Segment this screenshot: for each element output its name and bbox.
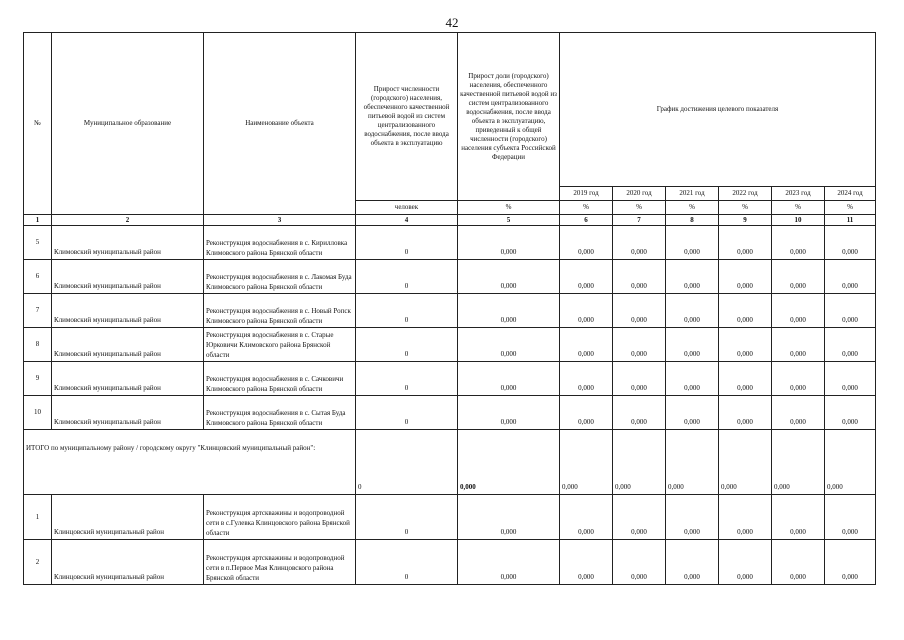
year-value-cell: 0,000 (613, 226, 666, 260)
year-value-cell: 0,000 (825, 540, 876, 585)
year-value-cell: 0,000 (666, 362, 719, 396)
unit-percent: % (772, 201, 825, 215)
year-value-cell: 0,000 (772, 396, 825, 430)
municipality-cell: Климовский муниципальный район (52, 328, 204, 362)
table-row (24, 226, 876, 260)
municipality-cell: Клинцовский муниципальный район (52, 495, 204, 540)
share-growth-cell: 0,000 (458, 260, 560, 294)
year-value-cell: 0,000 (825, 260, 876, 294)
row-number: 8 (24, 328, 52, 362)
year-value-cell: 0,000 (825, 495, 876, 540)
object-cell: Реконструкция водоснабжения в с. Сачковичи Климовского района Брянской области (204, 362, 356, 396)
object-cell: Реконструкция водоснабжения в с. Старые Юрковичи Климовского района Брянской области (204, 328, 356, 362)
population-growth-cell: 0 (356, 328, 458, 362)
population-growth-cell: 0 (356, 396, 458, 430)
table-row (24, 540, 876, 585)
year-value-cell: 0,000 (560, 328, 613, 362)
table-row (24, 328, 876, 362)
row-number: 6 (24, 260, 52, 294)
total-year-value: 0,000 (613, 430, 666, 495)
year-value-cell: 0,000 (613, 328, 666, 362)
column-number: 6 (560, 215, 613, 226)
total-year-value: 0,000 (560, 430, 613, 495)
population-growth-cell: 0 (356, 495, 458, 540)
year-value-cell: 0,000 (772, 540, 825, 585)
object-cell: Реконструкция водоснабжения в с. Лакомая Буда Климовского района Брянской области (204, 260, 356, 294)
year-value-cell: 0,000 (666, 328, 719, 362)
year-value-cell: 0,000 (613, 540, 666, 585)
municipality-cell: Климовский муниципальный район (52, 260, 204, 294)
municipality-cell: Климовский муниципальный район (52, 294, 204, 328)
column-number: 7 (613, 215, 666, 226)
header-object: Наименование объекта (204, 33, 356, 215)
total-share-growth: 0,000 (458, 430, 560, 495)
column-number: 4 (356, 215, 458, 226)
year-value-cell: 0,000 (613, 260, 666, 294)
year-value-cell: 0,000 (772, 294, 825, 328)
unit-percent: % (613, 201, 666, 215)
table-row (24, 260, 876, 294)
object-cell: Реконструкция водоснабжения в с. Кирилловка Климовского района Брянской области (204, 226, 356, 260)
share-growth-cell: 0,000 (458, 362, 560, 396)
unit-people: человек (356, 201, 458, 215)
year-value-cell: 0,000 (719, 495, 772, 540)
year-value-cell: 0,000 (560, 294, 613, 328)
year-value-cell: 0,000 (825, 396, 876, 430)
table-header (24, 33, 876, 215)
population-growth-cell: 0 (356, 294, 458, 328)
year-header: 2019 год (560, 187, 613, 201)
object-cell: Реконструкция артскважины и водопроводной сети в п.Первое Мая Клинцовского района Брянской области (204, 540, 356, 585)
year-value-cell: 0,000 (560, 540, 613, 585)
population-growth-cell: 0 (356, 260, 458, 294)
table-row (24, 362, 876, 396)
year-value-cell: 0,000 (719, 396, 772, 430)
year-value-cell: 0,000 (772, 495, 825, 540)
year-header: 2023 год (772, 187, 825, 201)
unit-percent: % (666, 201, 719, 215)
column-number-row (24, 215, 876, 226)
total-label: ИТОГО по муниципальному району / городскому округу "Клинцовский муниципальный район": (24, 430, 356, 495)
municipality-cell: Климовский муниципальный район (52, 396, 204, 430)
row-number: 2 (24, 540, 52, 585)
row-number: 5 (24, 226, 52, 260)
header-schedule: График достижения целевого показателя (560, 33, 876, 187)
municipality-cell: Климовский муниципальный район (52, 362, 204, 396)
unit-percent: % (825, 201, 876, 215)
header-growth-population: Прирост численности (городского) населения, обеспеченного качественной питьевой водой из систем централизованного водоснабжения, после ввода объекта в эксплуатацию (356, 33, 458, 201)
share-growth-cell: 0,000 (458, 294, 560, 328)
year-value-cell: 0,000 (719, 540, 772, 585)
year-value-cell: 0,000 (825, 328, 876, 362)
total-row (24, 430, 876, 495)
total-year-value: 0,000 (825, 430, 876, 495)
year-value-cell: 0,000 (825, 294, 876, 328)
table-row (24, 495, 876, 540)
object-cell: Реконструкция водоснабжения в с. Сытая Буда Климовского района Брянской области (204, 396, 356, 430)
municipality-cell: Клинцовский муниципальный район (52, 540, 204, 585)
column-number: 9 (719, 215, 772, 226)
year-value-cell: 0,000 (613, 396, 666, 430)
year-value-cell: 0,000 (613, 294, 666, 328)
share-growth-cell: 0,000 (458, 540, 560, 585)
share-growth-cell: 0,000 (458, 328, 560, 362)
column-number: 11 (825, 215, 876, 226)
year-header: 2024 год (825, 187, 876, 201)
year-value-cell: 0,000 (825, 362, 876, 396)
year-value-cell: 0,000 (560, 362, 613, 396)
unit-percent: % (458, 201, 560, 215)
table-row (24, 396, 876, 430)
share-growth-cell: 0,000 (458, 226, 560, 260)
population-growth-cell: 0 (356, 226, 458, 260)
header-growth-share: Прирост доли (городского) населения, обеспеченного качественной питьевой водой из систем централизованного водоснабжения, после ввода объекта в эксплуатацию, приведенный к общей численности (городского) населения субъекта Российской Федерации (458, 33, 560, 201)
object-cell: Реконструкция артскважины и водопроводной сети в с.Гулевка Клинцовского района Брянской области (204, 495, 356, 540)
year-value-cell: 0,000 (666, 226, 719, 260)
row-number: 7 (24, 294, 52, 328)
total-year-value: 0,000 (666, 430, 719, 495)
year-value-cell: 0,000 (772, 362, 825, 396)
unit-percent: % (719, 201, 772, 215)
share-growth-cell: 0,000 (458, 396, 560, 430)
total-year-value: 0,000 (772, 430, 825, 495)
year-value-cell: 0,000 (772, 260, 825, 294)
year-value-cell: 0,000 (719, 294, 772, 328)
year-value-cell: 0,000 (560, 226, 613, 260)
column-number: 10 (772, 215, 825, 226)
column-number: 3 (204, 215, 356, 226)
year-value-cell: 0,000 (825, 226, 876, 260)
year-value-cell: 0,000 (613, 495, 666, 540)
year-value-cell: 0,000 (666, 540, 719, 585)
unit-percent: % (560, 201, 613, 215)
year-value-cell: 0,000 (666, 260, 719, 294)
year-value-cell: 0,000 (560, 260, 613, 294)
share-growth-cell: 0,000 (458, 495, 560, 540)
column-number: 2 (52, 215, 204, 226)
column-number: 8 (666, 215, 719, 226)
year-value-cell: 0,000 (719, 260, 772, 294)
table-body (24, 215, 876, 585)
year-value-cell: 0,000 (772, 226, 825, 260)
year-header: 2022 год (719, 187, 772, 201)
year-value-cell: 0,000 (613, 362, 666, 396)
population-growth-cell: 0 (356, 362, 458, 396)
year-value-cell: 0,000 (666, 294, 719, 328)
row-number: 10 (24, 396, 52, 430)
year-value-cell: 0,000 (560, 495, 613, 540)
year-value-cell: 0,000 (772, 328, 825, 362)
year-value-cell: 0,000 (560, 396, 613, 430)
year-value-cell: 0,000 (719, 226, 772, 260)
object-cell: Реконструкция водоснабжения в с. Новый Ропск Климовского района Брянской области (204, 294, 356, 328)
year-value-cell: 0,000 (719, 328, 772, 362)
year-header: 2021 год (666, 187, 719, 201)
total-population-growth: 0 (356, 430, 458, 495)
column-number: 5 (458, 215, 560, 226)
year-value-cell: 0,000 (666, 495, 719, 540)
year-value-cell: 0,000 (719, 362, 772, 396)
row-number: 9 (24, 362, 52, 396)
population-growth-cell: 0 (356, 540, 458, 585)
year-value-cell: 0,000 (666, 396, 719, 430)
municipality-cell: Климовский муниципальный район (52, 226, 204, 260)
year-header: 2020 год (613, 187, 666, 201)
indicator-table (23, 32, 876, 585)
column-number: 1 (24, 215, 52, 226)
total-year-value: 0,000 (719, 430, 772, 495)
page-number: 42 (445, 15, 459, 30)
header-num: № (24, 33, 52, 215)
header-municipality: Муниципальное образование (52, 33, 204, 215)
table-row (24, 294, 876, 328)
row-number: 1 (24, 495, 52, 540)
